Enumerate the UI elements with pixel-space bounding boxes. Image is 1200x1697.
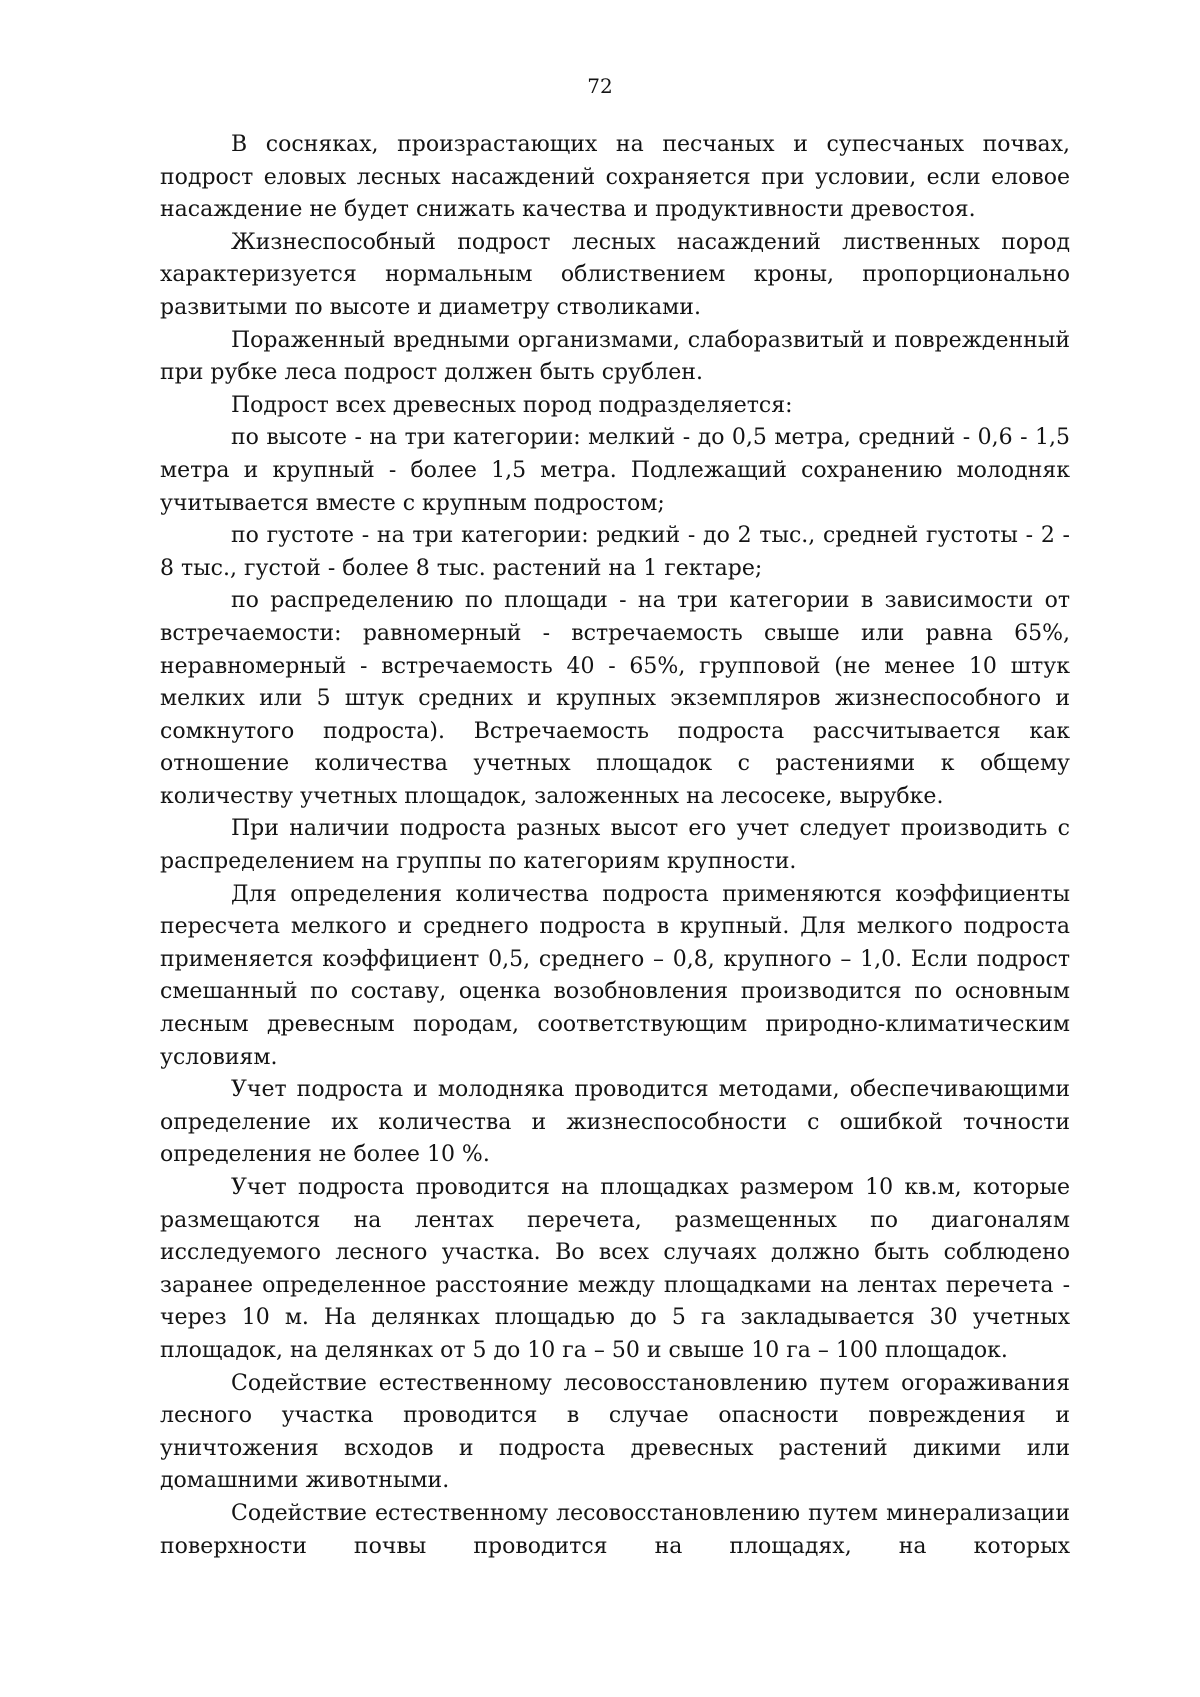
document-body	[160, 129, 1070, 1563]
paragraph-viable-undergrowth: Жизнеспособный подрост лесных насаждений лиственных пород характеризуется нормальным облиствением кроны, пропорционально развитыми по высоте и диаметру стволиками.	[160, 229, 1070, 320]
paragraph-by-height: по высоте - на три категории: мелкий - до 0,5 метра, средний - 0,6 - 1,5 метра и крупный - более 1,5 метра. Подлежащий сохранению молодняк учитывается вместе с крупным подростом;	[160, 425, 1070, 516]
paragraph-by-density: по густоте - на три категории: редкий - до 2 тыс., средней густоты - 2 - 8 тыс., густой - более 8 тыс. растений на 1 гектаре;	[160, 523, 1070, 581]
paragraph-sample-plots: Учет подроста проводится на площадках размером 10 кв.м, которые размещаются на лентах перечета, размещенных по диагоналям исследуемого лесного участка. Во всех случаях должно быть соблюдено заранее определенное расстояние между площадками на лентах перечета - через 10 м. На делянках площадью до 5 га закладывается 30 учетных площадок, на делянках от 5 до 10 га – 50 и свыше 10 га – 100 площадок.	[160, 1175, 1070, 1363]
paragraph-undergrowth-classification: Подрост всех древесных пород подразделяется:	[231, 392, 793, 418]
paragraph-fencing: Содействие естественному лесовосстановлению путем огораживания лесного участка проводится в случае опасности повреждения и уничтожения всходов и подроста древесных растений дикими или домашними животными.	[160, 1370, 1070, 1494]
page-number: 72	[587, 74, 613, 98]
paragraph-accounting-methods: Учет подроста и молодняка проводится методами, обеспечивающими определение их количества и жизнеспособности с ошибкой точности определения не более 10 %.	[160, 1077, 1070, 1168]
paragraph-by-distribution: по распределению по площади - на три категории в зависимости от встречаемости: равномерный - встречаемость свыше или равна 65%, неравномерный - встречаемость 40 - 65%, групповой (не менее 10 штук мелких или 5 штук средних и крупных экземпляров жизнеспособного и сомкнутого подроста). Встречаемость подроста рассчитывается как отношение количества учетных площадок с растениями к общему количеству учетных площадок, заложенных на лесосеке, вырубке.	[160, 588, 1070, 809]
paragraph-different-heights: При наличии подроста разных высот его учет следует производить с распределением на группы по категориям крупности.	[160, 816, 1070, 875]
paragraph-conversion-coefficients: Для определения количества подроста применяются коэффициенты пересчета мелкого и среднего подроста в крупный. Для мелкого подроста применяется коэффициент 0,5, среднего – 0,8, крупного – 1,0. Если подрост смешанный по составу, оценка возобновления производится по основным лесным древесным породам, соответствующим природно-климатическим условиям.	[160, 881, 1070, 1070]
paragraph-soil-mineralization: Содействие естественному лесовосстановлению путем минерализации поверхности почвы проводится на площадях, на которых	[160, 1500, 1070, 1559]
paragraph-damaged-undergrowth: Пораженный вредными организмами, слаборазвитый и поврежденный при рубке леса подрост должен быть срублен.	[160, 327, 1070, 386]
paragraph-pine-forests: В сосняках, произрастающих на песчаных и супесчаных почвах, подрост еловых лесных насаждений сохраняется при условии, если еловое насаждение не будет снижать качества и продуктивности древостоя.	[160, 132, 1070, 223]
